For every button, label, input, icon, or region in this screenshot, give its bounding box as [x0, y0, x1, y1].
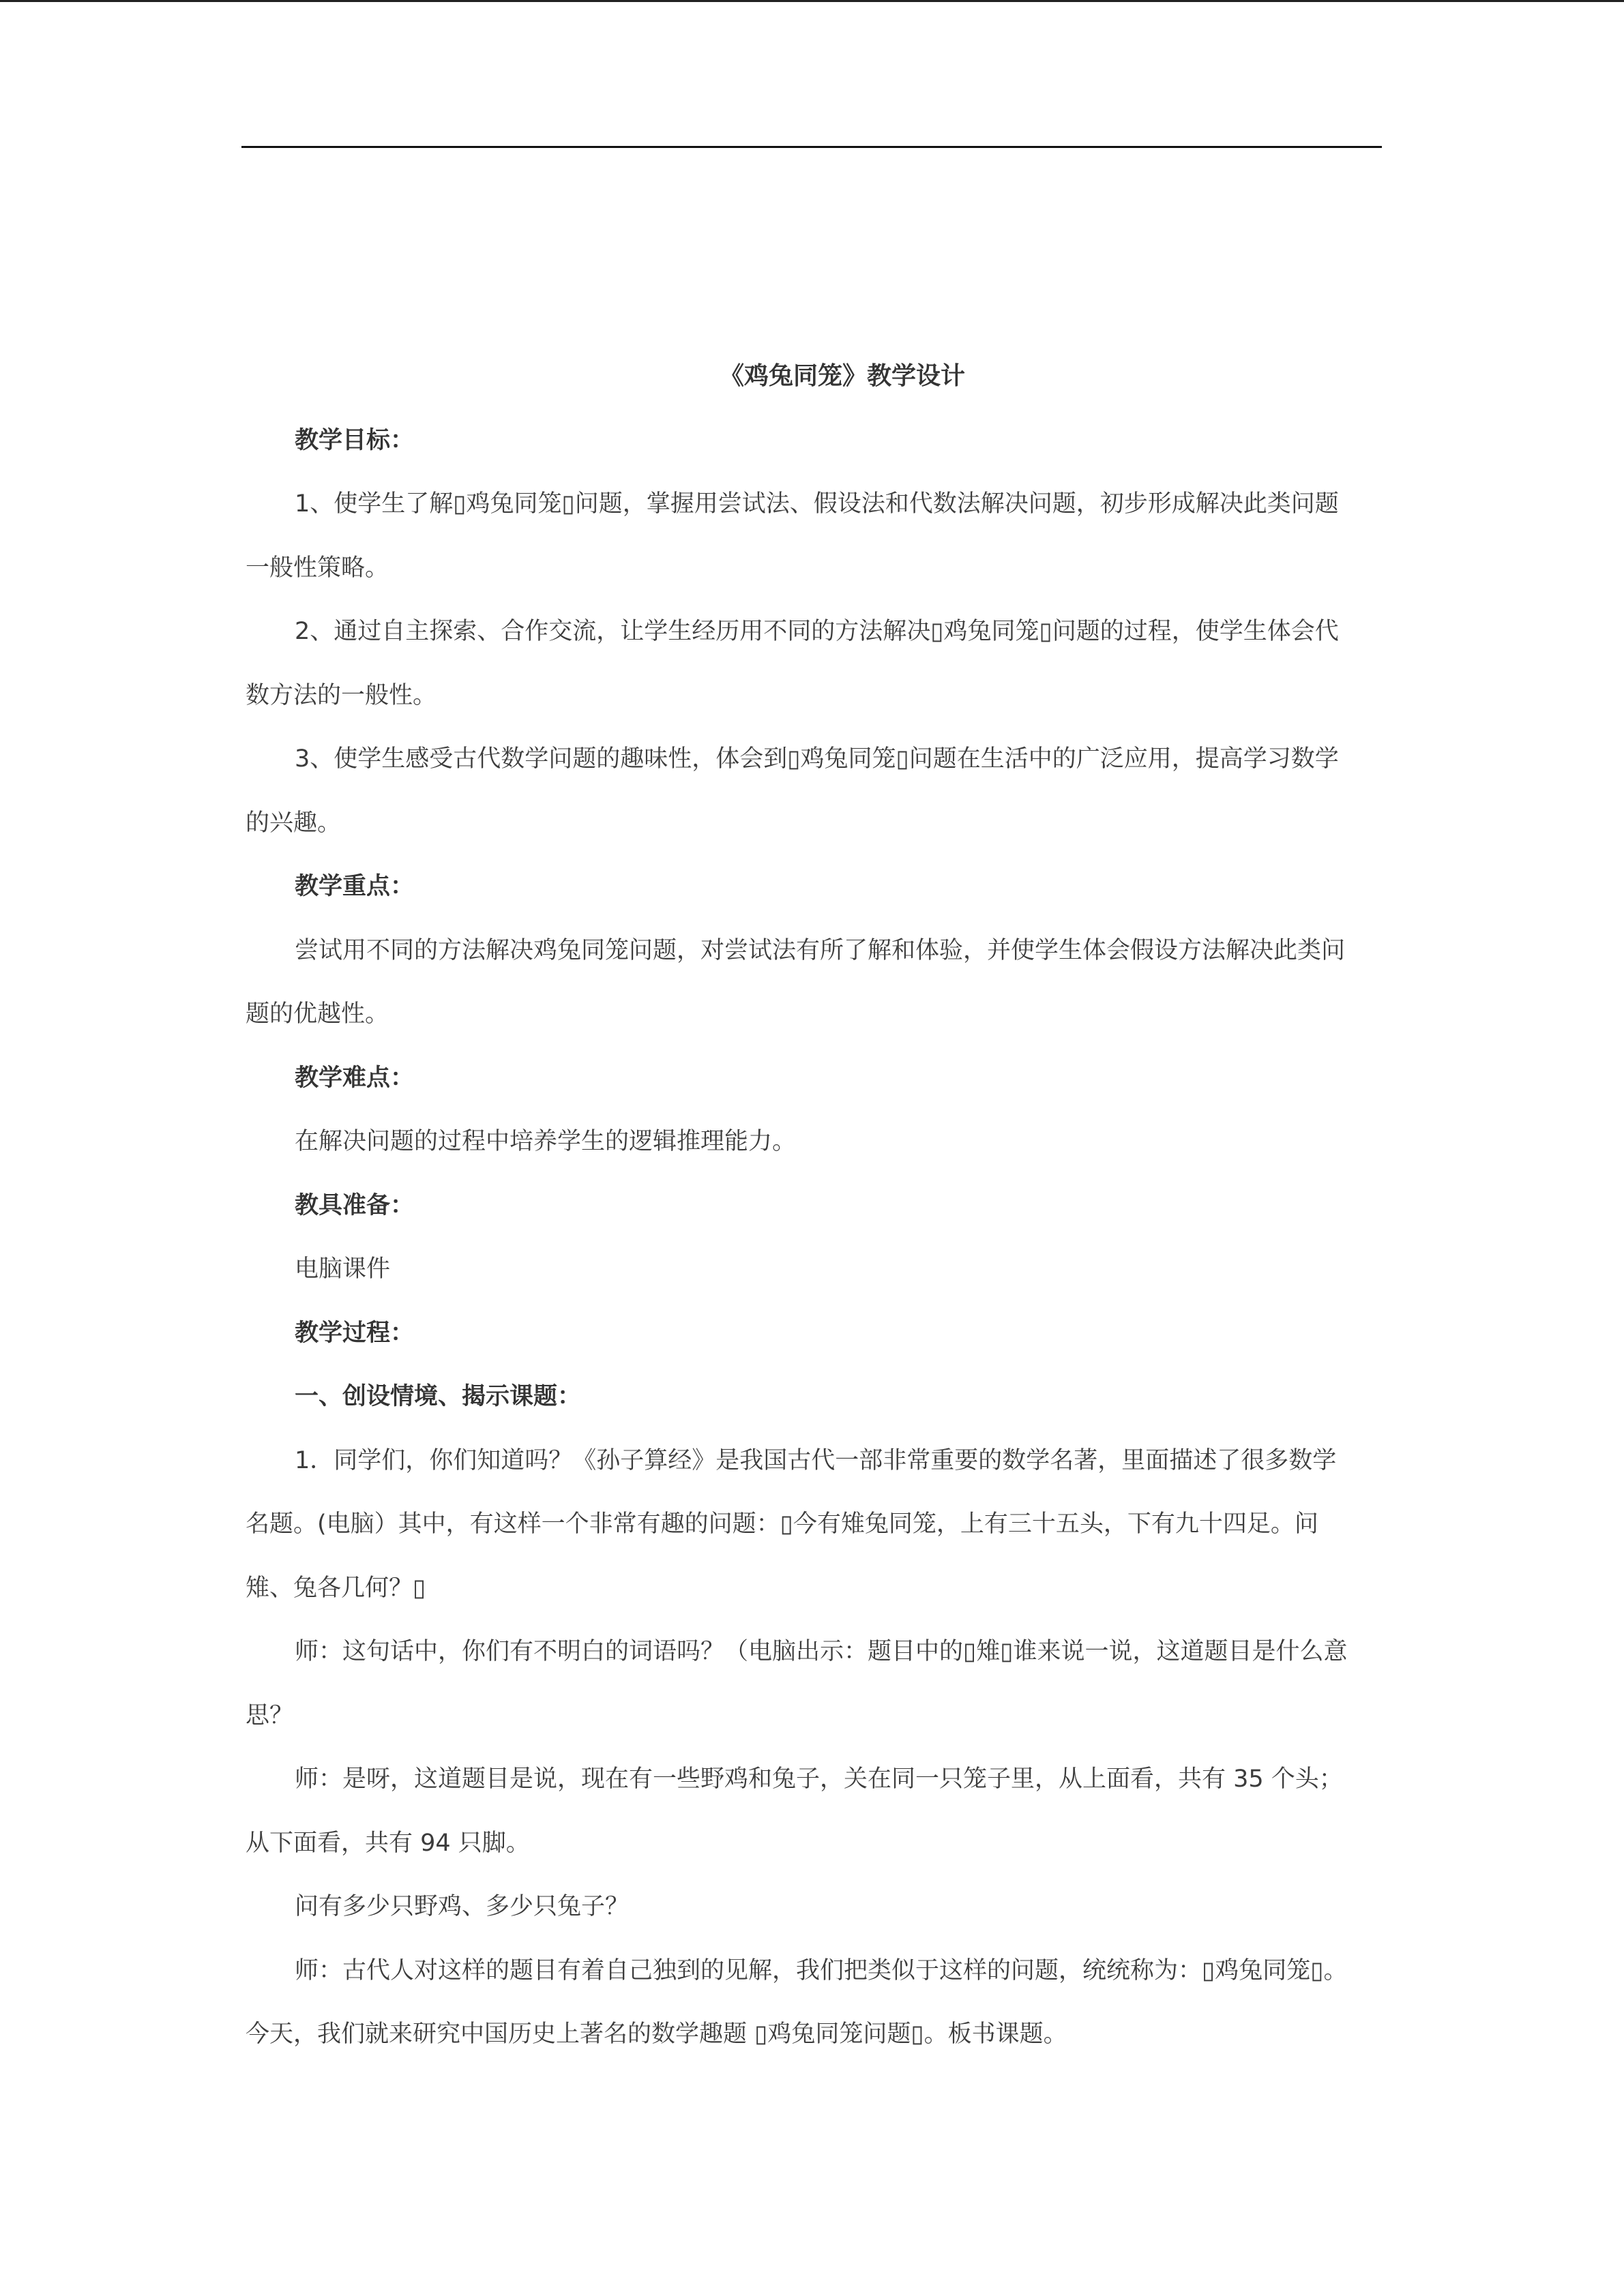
difficulty-text: 在解决问题的过程中培养学生的逻辑推理能力。 [295, 1128, 797, 1155]
page-top-border [0, 0, 1624, 2]
keypoint-heading: 教学重点： [295, 873, 415, 900]
objective-1-line-1: 1、使学生了解▯鸡兔同笼▯问题，掌握用尝试法、假设法和代数法解决问题，初步形成解决此类问题 [295, 490, 1339, 518]
teacher-3-line-2: 今天，我们就来研究中国历史上著名的数学趣题 ▯鸡兔同笼问题▯。板书课题。 [246, 2021, 1067, 2048]
objective-2-line-2: 数方法的一般性。 [246, 682, 437, 709]
tools-text: 电脑课件 [295, 1255, 391, 1283]
header-rule [241, 146, 1382, 148]
question-text: 问有多少只野鸡、多少只兔子？ [295, 1893, 630, 1920]
objective-1-line-2: 一般性策略。 [246, 554, 389, 582]
teacher-1-line-2: 思？ [246, 1702, 294, 1729]
teacher-1-line-1: 师：这句话中，你们有不明白的词语吗？（电脑出示：题目中的▯雉▯谁来说一说，这道题目是什么意 [295, 1638, 1348, 1665]
keypoint-line-2: 题的优越性。 [246, 1000, 389, 1028]
teacher-2-line-1: 师：是呀，这道题目是说，现在有一些野鸡和兔子，关在同一只笼子里，从上面看，共有 35 个头； [295, 1765, 1343, 1793]
objective-2-line-1: 2、通过自主探索、合作交流，让学生经历用不同的方法解决▯鸡兔同笼▯问题的过程，使学生体会代 [295, 618, 1339, 645]
teacher-3-line-1: 师：古代人对这样的题目有着自己独到的见解，我们把类似于这样的问题，统统称为：▯鸡兔同笼▯。 [295, 1957, 1348, 1984]
objectives-heading: 教学目标： [295, 427, 415, 454]
step-1-line-3: 雉、兔各几何？▯ [246, 1575, 426, 1602]
process-heading: 教学过程： [295, 1320, 415, 1347]
teacher-2-line-2: 从下面看，共有 94 只脚。 [246, 1830, 530, 1857]
objective-3-line-1: 3、使学生感受古代数学问题的趣味性，体会到▯鸡兔同笼▯问题在生活中的广泛应用，提高学习数学 [295, 745, 1339, 773]
step-1-line-2: 名题。(电脑）其中，有这样一个非常有趣的问题：▯今有雉兔同笼，上有三十五头，下有九十四足。问 [246, 1510, 1318, 1538]
difficulty-heading: 教学难点： [295, 1064, 415, 1092]
step-1-line-1: 1．同学们，你们知道吗？《孙子算经》是我国古代一部非常重要的数学名著，里面描述了很多数学 [295, 1447, 1337, 1474]
document-title: 《鸡兔同笼》教学设计 [719, 362, 965, 390]
tools-heading: 教具准备： [295, 1192, 415, 1219]
objective-3-line-2: 的兴趣。 [246, 809, 342, 837]
keypoint-line-1: 尝试用不同的方法解决鸡兔同笼问题，对尝试法有所了解和体验，并使学生体会假设方法解决此类问 [295, 937, 1346, 964]
section-1-heading: 一、创设情境、揭示课题： [295, 1383, 582, 1410]
